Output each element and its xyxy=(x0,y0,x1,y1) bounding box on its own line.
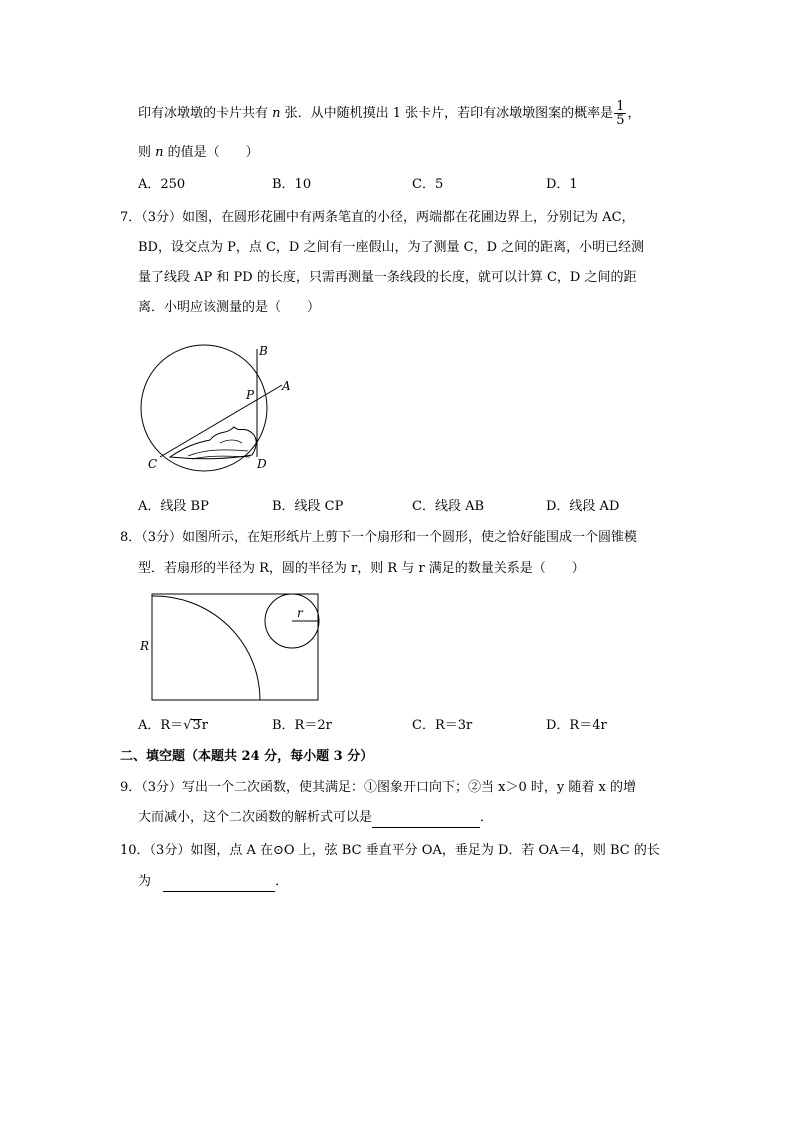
q8-option-a[interactable]: A．R＝√3r xyxy=(138,718,208,733)
q9-line-1: 9．（3分）写出一个二次函数，使其满足：①图象开口向下；②当 x＞0 时，y 随着 x 的增 xyxy=(120,780,636,795)
q8-option-a-suffix: r xyxy=(201,718,208,733)
q6-option-b[interactable]: B．10 xyxy=(272,177,312,192)
q6-text-d: 则 xyxy=(138,145,156,160)
q10-line-1: 10．（3分）如图，点 A 在⊙O 上，弦 BC 垂直平分 OA，垂足为 D．若 OA＝4，则 BC 的长 xyxy=(120,843,660,858)
q6-fraction xyxy=(614,100,626,127)
q8-rectangle-figure xyxy=(135,590,325,705)
q7-options xyxy=(138,497,658,517)
q9-answer-blank[interactable] xyxy=(372,813,480,828)
q6-var-n: n xyxy=(272,106,281,121)
q9-text-b: ． xyxy=(480,810,494,825)
q6-fraction-numerator: 1 xyxy=(616,99,625,114)
section-fill-in-title: 二、填空题（本题共 24 分，每小题 3 分） xyxy=(120,749,374,764)
q6-text-a: 印有冰墩墩的卡片共有 xyxy=(138,106,273,121)
q9-text-a: 大而减小，这个二次函数的解析式可以是 xyxy=(138,810,373,825)
q7-label-p: P xyxy=(246,388,255,402)
q8-sector-arc xyxy=(152,596,260,700)
q8-line-2: 型．若扇形的半径为 R，圆的半径为 r，则 R 与 r 满足的数量关系是（ ） xyxy=(138,561,585,576)
q7-garden-circle xyxy=(141,345,267,471)
q6-text-c: ， xyxy=(627,106,641,121)
q7-chord-ac xyxy=(160,385,282,457)
q7-option-a[interactable]: A．线段 BP xyxy=(138,499,209,514)
q6-text-e: 的值是（ ） xyxy=(163,145,259,160)
q6-var-n-2: n xyxy=(155,145,164,160)
q10-answer-blank[interactable] xyxy=(163,877,275,892)
q8-option-b[interactable]: B．R＝2r xyxy=(272,718,332,733)
q8-label-r-big: R xyxy=(140,639,150,653)
q7-label-a: A xyxy=(282,379,291,393)
q8-line-1: 8．（3分）如图所示，在矩形纸片上剪下一个扇形和一个圆形，使之恰好能围成一个圆锥模 xyxy=(120,530,638,545)
q7-option-d[interactable]: D．线段 AD xyxy=(546,499,620,514)
q8-label-r-small: r xyxy=(297,606,303,620)
q6-text-b: 张．从中随机摸出 1 张卡片，若印有冰墩墩图案的概率是 xyxy=(280,106,614,121)
q10-text-a: 为 xyxy=(138,874,156,889)
q6-fraction-denominator: 5 xyxy=(616,113,625,128)
q9-line-2 xyxy=(138,808,493,828)
q7-line-2: BD，设交点为 P，点 C，D 之间有一座假山，为了测量 C，D 之间的距离，小明已经测 xyxy=(138,240,645,255)
q6-line-2 xyxy=(138,143,259,163)
q7-line-3: 量了线段 AP 和 PD 的长度，只需再测量一条线段的长度，就可以计算 C，D 之间的距 xyxy=(138,270,637,285)
q7-option-b[interactable]: B．线段 CP xyxy=(272,499,344,514)
q7-line-4: 离．小明应该测量的是（ ） xyxy=(138,300,321,315)
q7-circle-figure xyxy=(130,335,300,480)
q8-option-a-radicand: 3 xyxy=(192,718,201,733)
q6-option-a[interactable]: A．250 xyxy=(138,177,186,192)
q8-options xyxy=(138,716,658,736)
q7-label-d: D xyxy=(257,457,267,471)
q10-line-2 xyxy=(138,872,288,892)
q8-option-d[interactable]: D．R＝4r xyxy=(546,718,607,733)
q8-option-c[interactable]: C．R＝3r xyxy=(412,718,473,733)
q6-options xyxy=(138,175,658,195)
q6-option-d[interactable]: D．1 xyxy=(546,177,578,192)
q7-option-c[interactable]: C．线段 AB xyxy=(412,499,485,514)
q7-label-c: C xyxy=(148,457,158,471)
q10-text-b: ． xyxy=(275,874,289,889)
q6-option-c[interactable]: C．5 xyxy=(412,177,444,192)
q7-label-b: B xyxy=(259,344,268,358)
q8-option-a-prefix: A．R＝ xyxy=(138,718,184,733)
q8-paper-rectangle xyxy=(152,594,318,700)
q6-line-1 xyxy=(138,100,640,127)
q7-line-1: 7．（3分）如图，在圆形花圃中有两条笔直的小径，两端都在花圃边界上，分别记为 AC， xyxy=(120,210,635,225)
q7-rockery xyxy=(170,427,256,459)
